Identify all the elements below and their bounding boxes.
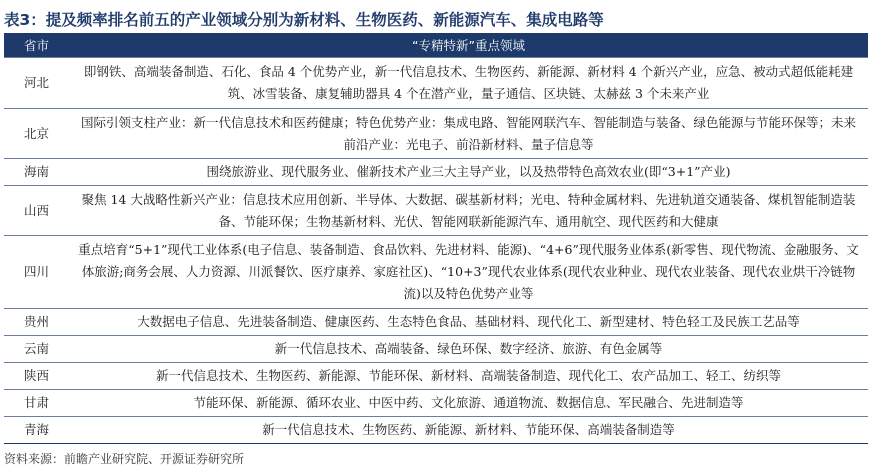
table-row (4, 186, 868, 236)
table-row (4, 58, 868, 109)
province-cell: 青海 (4, 417, 69, 444)
header-province: 省市 (4, 33, 69, 58)
fields-cell: 重点培育“5+1”现代工业体系(电子信息、装备制造、食品饮料、先进材料、能源)、“4+6”现代服务业体系(新零售、现代物流、金融服务、文体旅游;商务会展、人力资源、川派餐饮、医疗康养、家庭社区)、“10+3”现代农业体系(现代农业种业、现代农业装备、现代农业烘干冷链物流)以及特色优势产业等 (69, 236, 868, 309)
table-row (4, 236, 868, 309)
province-cell: 河北 (4, 58, 69, 109)
table-row (4, 417, 868, 444)
table-row (4, 309, 868, 336)
fields-cell: 国际引领支柱产业：新一代信息技术和医药健康；特色优势产业：集成电路、智能网联汽车、智能制造与装备、绿色能源与节能环保等；未来前沿产业：光电子、前沿新材料、量子信息等 (69, 109, 868, 159)
fields-cell: 新一代信息技术、高端装备、绿色环保、数字经济、旅游、有色金属等 (69, 336, 868, 363)
table-row (4, 159, 868, 186)
province-cell: 四川 (4, 236, 69, 309)
fields-cell: 即钢铁、高端装备制造、石化、食品 4 个优势产业，新一代信息技术、生物医药、新能源、新材料 4 个新兴产业，应急、被动式超低能耗建筑、冰雪装备、康复辅助器具 4 个在潜产业，量子通信、区块链、太赫兹 3 个未来产业 (69, 58, 868, 109)
fields-cell: 新一代信息技术、生物医药、新能源、节能环保、新材料、高端装备制造、现代化工、农产品加工、轻工、纺织等 (69, 363, 868, 390)
table-row (4, 363, 868, 390)
province-cell: 山西 (4, 186, 69, 236)
province-cell: 陕西 (4, 363, 69, 390)
table-header-row (4, 33, 868, 58)
province-cell: 甘肃 (4, 390, 69, 417)
fields-cell: 围绕旅游业、现代服务业、催新技术产业三大主导产业，以及热带特色高效农业(即“3+1”产业) (69, 159, 868, 186)
header-fields: “专精特新”重点领域 (69, 33, 868, 58)
province-cell: 云南 (4, 336, 69, 363)
fields-cell: 新一代信息技术、生物医药、新能源、新材料、节能环保、高端装备制造等 (69, 417, 868, 444)
province-cell: 贵州 (4, 309, 69, 336)
fields-cell: 聚焦 14 大战略性新兴产业：信息技术应用创新、半导体、大数据、碳基新材料；光电、特种金属材料、先进轨道交通装备、煤机智能制造装备、节能环保；生物基新材料、光伏、智能网联新能源汽车、通用航空、现代医药和大健康 (69, 186, 868, 236)
source-note: 资料来源：前瞻产业研究院、开源证券研究所 (4, 452, 245, 466)
fields-cell: 节能环保、新能源、循环农业、中医中药、文化旅游、通道物流、数据信息、军民融合、先进制造等 (69, 390, 868, 417)
table-row (4, 109, 868, 159)
table-title: 表3：提及频率排名前五的产业领域分别为新材料、生物医药、新能源汽车、集成电路等 (4, 11, 604, 29)
province-cell: 北京 (4, 109, 69, 159)
province-cell: 海南 (4, 159, 69, 186)
fields-cell: 大数据电子信息、先进装备制造、健康医药、生态特色食品、基础材料、现代化工、新型建材、特色轻工及民族工艺品等 (69, 309, 868, 336)
table-row (4, 336, 868, 363)
table-row (4, 390, 868, 417)
focus-fields-table (4, 33, 868, 444)
